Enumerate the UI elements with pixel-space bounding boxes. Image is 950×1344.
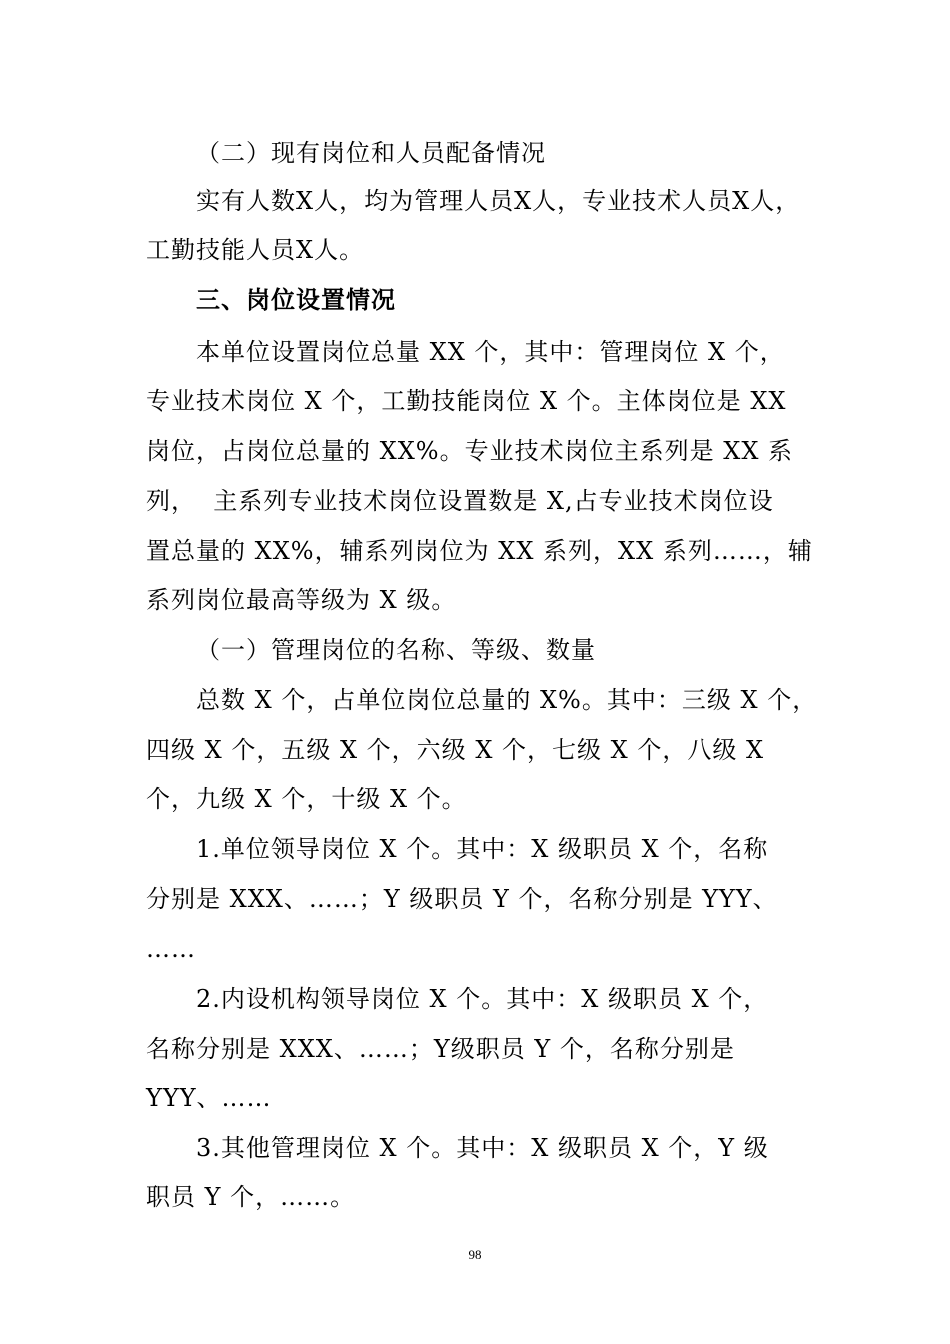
list-item-department-leaders: 2.内设机构领导岗位 X 个。其中：X 级职员 X 个，: [196, 985, 769, 1013]
page-number: 98: [468, 1247, 482, 1262]
paragraph-line: 工勤技能人员X人。: [146, 236, 365, 264]
paragraph-line: 总数 X 个，占单位岗位总量的 X%。其中：三级 X 个，: [196, 686, 818, 714]
paragraph-line: 四级 X 个，五级 X 个，六级 X 个，七级 X 个，八级 X: [146, 736, 765, 764]
paragraph-line: 名称分别是 XXX、……；Y级职员 Y 个，名称分别是: [146, 1035, 735, 1063]
paragraph-line: 专业技术岗位 X 个，工勤技能岗位 X 个。主体岗位是 XX: [146, 387, 787, 415]
paragraph-line: 个，九级 X 个，十级 X 个。: [146, 785, 467, 813]
section-heading-post-setup: 三、岗位设置情况: [196, 286, 396, 314]
paragraph-line: YYY、……: [146, 1084, 272, 1112]
paragraph-line: 置总量的 XX%，辅系列岗位为 XX 系列，XX 系列……，辅: [146, 537, 813, 565]
paragraph-line: 分别是 XXX、……；Y 级职员 Y 个，名称分别是 YYY、: [146, 885, 778, 913]
section-heading-management-posts: （一）管理岗位的名称、等级、数量: [196, 636, 596, 664]
paragraph-line: 职员 Y 个，……。: [146, 1183, 356, 1211]
paragraph-line: 本单位设置岗位总量 XX 个，其中：管理岗位 X 个，: [196, 338, 785, 366]
list-item-other-management: 3.其他管理岗位 X 个。其中：X 级职员 X 个，Y 级: [196, 1134, 769, 1162]
paragraph-line: ……: [146, 935, 196, 963]
paragraph-line: 系列岗位最高等级为 X 级。: [146, 586, 457, 614]
paragraph-line: 列， 主系列专业技术岗位设置数是 X,占专业技术岗位设: [146, 487, 774, 515]
paragraph-line: 岗位，占岗位总量的 XX%。专业技术岗位主系列是 XX 系: [146, 437, 794, 465]
list-item-unit-leaders: 1.单位领导岗位 X 个。其中：X 级职员 X 个，名称: [196, 835, 769, 863]
section-heading-current-staffing: （二）现有岗位和人员配备情况: [196, 139, 546, 167]
paragraph-line: 实有人数X人，均为管理人员X人，专业技术人员X人，: [196, 187, 801, 215]
